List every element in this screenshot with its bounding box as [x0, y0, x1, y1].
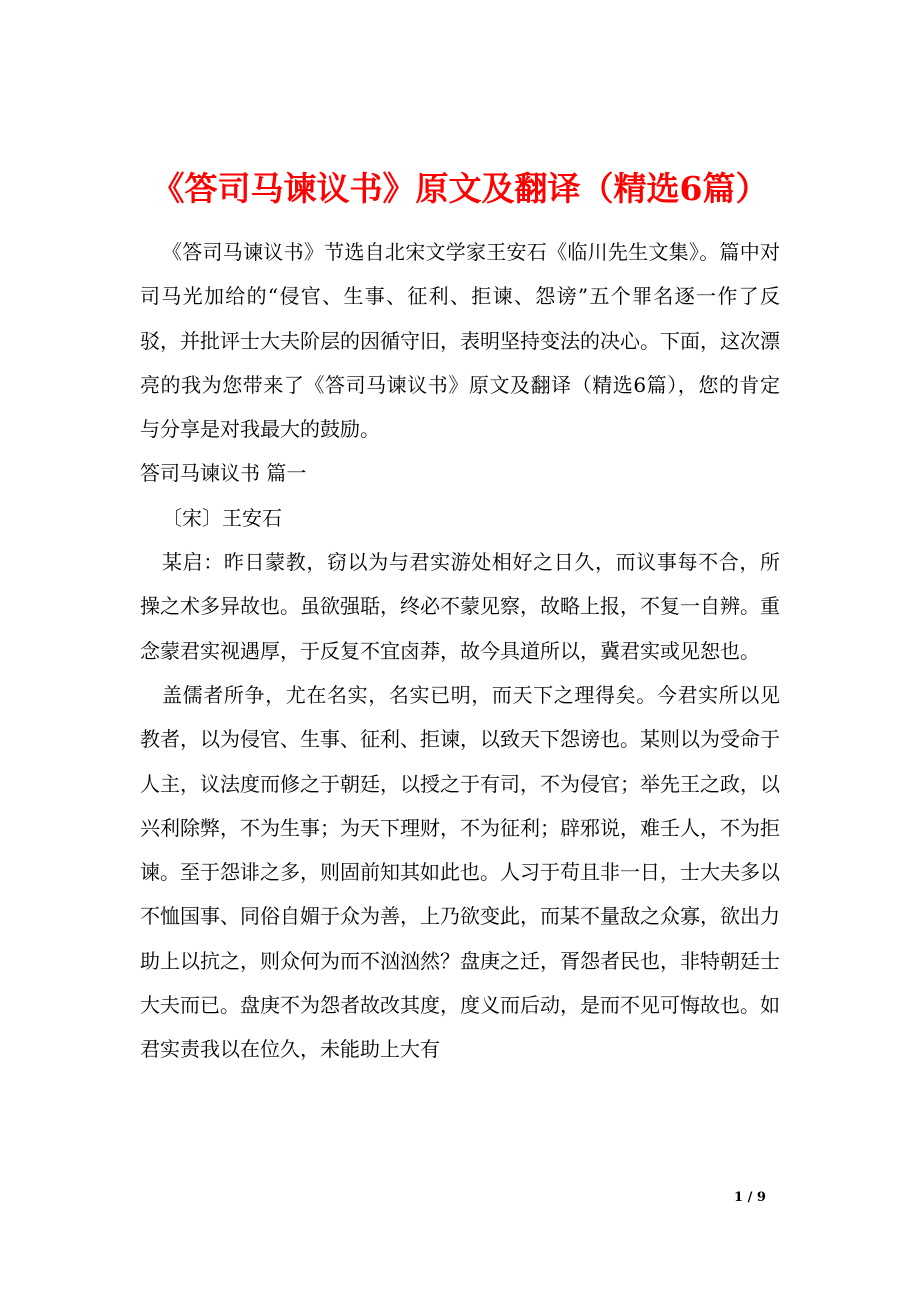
paragraph-1: 某启：昨日蒙教，窃以为与君实游处相好之日久，而议事每不合，所操之术多异故也。虽欲强聒，终必不蒙见察，故略上报，不复一自辨。重念蒙君实视遇厚，于反复不宜卤莽，故今具道所以，冀君实或见恕也。	[140, 550, 780, 663]
document-title: 《答司马谏议书》原文及翻译（精选6篇）	[151, 169, 769, 209]
section-heading: 答司马谏议书 篇一	[140, 461, 307, 486]
intro-paragraph: 《答司马谏议书》节选自北宋文学家王安石《临川先生文集》。篇中对司马光加给的“侵官、生事、征利、拒谏、怨谤”五个罪名逐一作了反驳，并批评士大夫阶层的因循守旧，表明坚持变法的决心。下面，这次漂亮的我为您带来了《答司马谏议书》原文及翻译（精选6篇），您的肯定与分享是对我最大的鼓励。	[140, 240, 780, 442]
paragraph-2: 盖儒者所争，尤在名实，名实已明，而天下之理得矣。今君实所以见教者，以为侵官、生事、征利、拒谏，以致天下怨谤也。某则以为受命于人主，议法度而修之于朝廷，以授之于有司，不为侵官；举先王之政，以兴利除弊，不为生事；为天下理财，不为征利；辟邪说，难壬人，不为拒谏。至于怨诽之多，则固前知其如此也。人习于苟且非一日，士大夫多以不恤国事、同俗自媚于众为善，上乃欲变此，而某不量敌之众寡，欲出力助上以抗之，则众何为而不汹汹然？盘庚之迁，胥怨者民也，非特朝廷士大夫而已。盘庚不为怨者故改其度，度义而后动，是而不见可悔故也。如君实责我以在位久，未能助上大有	[140, 682, 780, 1062]
document-body	[140, 230, 780, 1072]
author-line: 〔宋〕王安石	[162, 505, 282, 530]
page-number: 1 / 9	[734, 1190, 766, 1205]
